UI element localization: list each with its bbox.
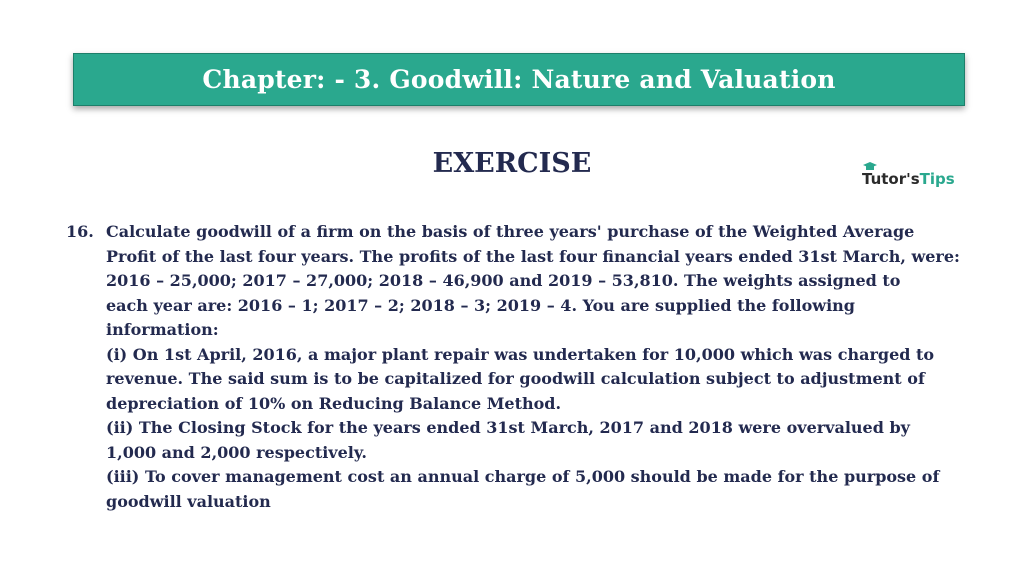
question-line: information: — [106, 320, 219, 339]
question-line: depreciation of 10% on Reducing Balance Method. — [106, 393, 562, 413]
question-line: (i) On 1st April, 2016, a major plant repair was undertaken for 10,000 which was charged to — [106, 344, 935, 364]
question-line: Profit of the last four years. The profits of the last four financial years ended 31st March, were: — [106, 246, 960, 266]
question-line: (iii) To cover management cost an annual charge of 5,000 should be made for the purpose of — [106, 467, 940, 486]
question-line: (ii) The Closing Stock for the years ended 31st March, 2017 and 2018 were overvalued by — [106, 418, 910, 437]
question-line: each year are: 2016 – 1; 2017 – 2; 2018 – 3; 2019 – 4. You are supplied the following — [106, 295, 855, 315]
graduation-cap-icon — [863, 162, 877, 172]
question-16 — [66, 220, 966, 514]
question-line: 2016 – 25,000; 2017 – 27,000; 2018 – 46,900 and 2019 – 53,810. The weights assigned to — [106, 271, 901, 290]
chapter-title: Chapter: - 3. Goodwill: Nature and Valuation — [202, 65, 836, 94]
tutors-tips-logo — [862, 166, 972, 192]
question-line: revenue. The said sum is to be capitalized for goodwill calculation subject to adjustment of — [106, 369, 925, 388]
question-line: goodwill valuation — [106, 491, 271, 511]
logo-text-tips: Tips — [919, 170, 955, 188]
chapter-banner — [73, 53, 965, 106]
exercise-heading: EXERCISE — [432, 148, 592, 179]
question-line: Calculate goodwill of a firm on the basis of three years' purchase of the Weighted Average — [106, 222, 915, 241]
question-number: 16. — [66, 222, 94, 241]
question-line: 1,000 and 2,000 respectively. — [106, 442, 367, 462]
logo-text-tutors: Tutor's — [862, 170, 920, 188]
question-text — [106, 220, 966, 514]
